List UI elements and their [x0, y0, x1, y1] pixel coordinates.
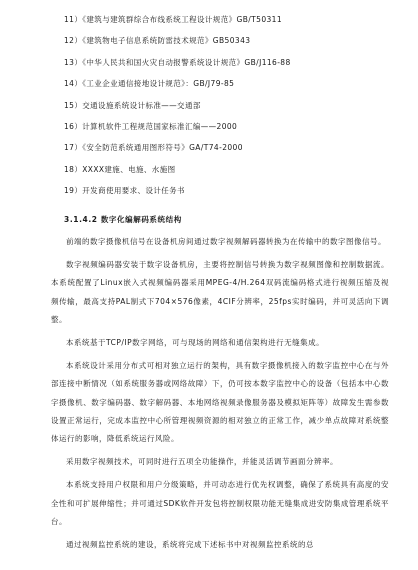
reference-item: 14）《工业企业通信接地设计规范》：GB/J79-85 — [64, 79, 235, 89]
section-heading: 3.1.4.2 数字化编解码系统结构 — [64, 215, 182, 224]
reference-item: 13）《中华人民共和国火灾自动报警系统设计规范》GB/J116-88 — [64, 57, 291, 67]
paragraph: 数字视频编码器安装于数字设备机房，主要将控制信号转换为数字视频图像和控制数据流。本系统配置了Linux嵌入式视频编码器采用MPEG-4/H.264双码流编码格式进行视频压缩及视频传输，最高支持PAL制式下704×576像素，4CIF分辨率，25fps实时编码，并可灵活向下调整。 — [51, 260, 389, 324]
reference-item: 15）交通设施系统设计标准——交通部 — [64, 100, 201, 110]
reference-item: 18）XXXX建施、电施、水施图 — [64, 164, 176, 174]
reference-list — [64, 9, 394, 202]
paragraph: 本系统基于TCP/IP数字网络，可与现场的网络和通信架构进行无缝集成。 — [66, 338, 325, 348]
paragraph: 本系统支持用户权限和用户分级策略，并可动态进行优先权调整，确保了系统具有高度的安全性和可扩展伸缩性；并可通过SDK软件开发包将控制权限功能无缝集成进安防集成管理系统平台。 — [51, 480, 389, 526]
reference-item: 19）开发商使用要求、设计任务书 — [64, 186, 185, 196]
reference-item: 16）计算机软件工程规范国家标准汇编——2000 — [64, 121, 238, 131]
body-text — [51, 233, 389, 559]
paragraph: 通过视频监控系统的建设，系统将完成下述标书中对视频监控系统的总 — [66, 540, 314, 550]
paragraph: 采用数字视频技术，可同时进行五项全功能操作，并能灵活调节画面分辨率。 — [66, 457, 338, 467]
reference-item: 17）《安全防范系统通用图形符号》GA/T74-2000 — [64, 143, 243, 153]
reference-item: 11）《建筑与建筑群综合布线系统工程设计规范》GB/T50311 — [64, 15, 283, 24]
paragraph: 本系统设计采用分布式可相对独立运行的架构，具有数字摄像机接入的数字监控中心在与外部连接中断情况（如系统服务器或网络故障）下，仍可按本数字监控中心的设备（包括本中心数字摄像机、数字编码器、数字解码器、本地网络视频录像服务器及模拟矩阵等）故障发生需参数设置正常运行，完成本监控中心所管理视频资源的相对独立的正常工作，减少单点故障对系统整体运行的影响，降低系统运行风险。 — [51, 361, 389, 444]
paragraph: 前端的数字摄像机信号在设备机房间通过数字视频解码器转换为在传输中的数字图像信号。 — [66, 237, 386, 246]
reference-item: 12）《建筑物电子信息系统防雷技术规范》GB50343 — [64, 36, 251, 46]
